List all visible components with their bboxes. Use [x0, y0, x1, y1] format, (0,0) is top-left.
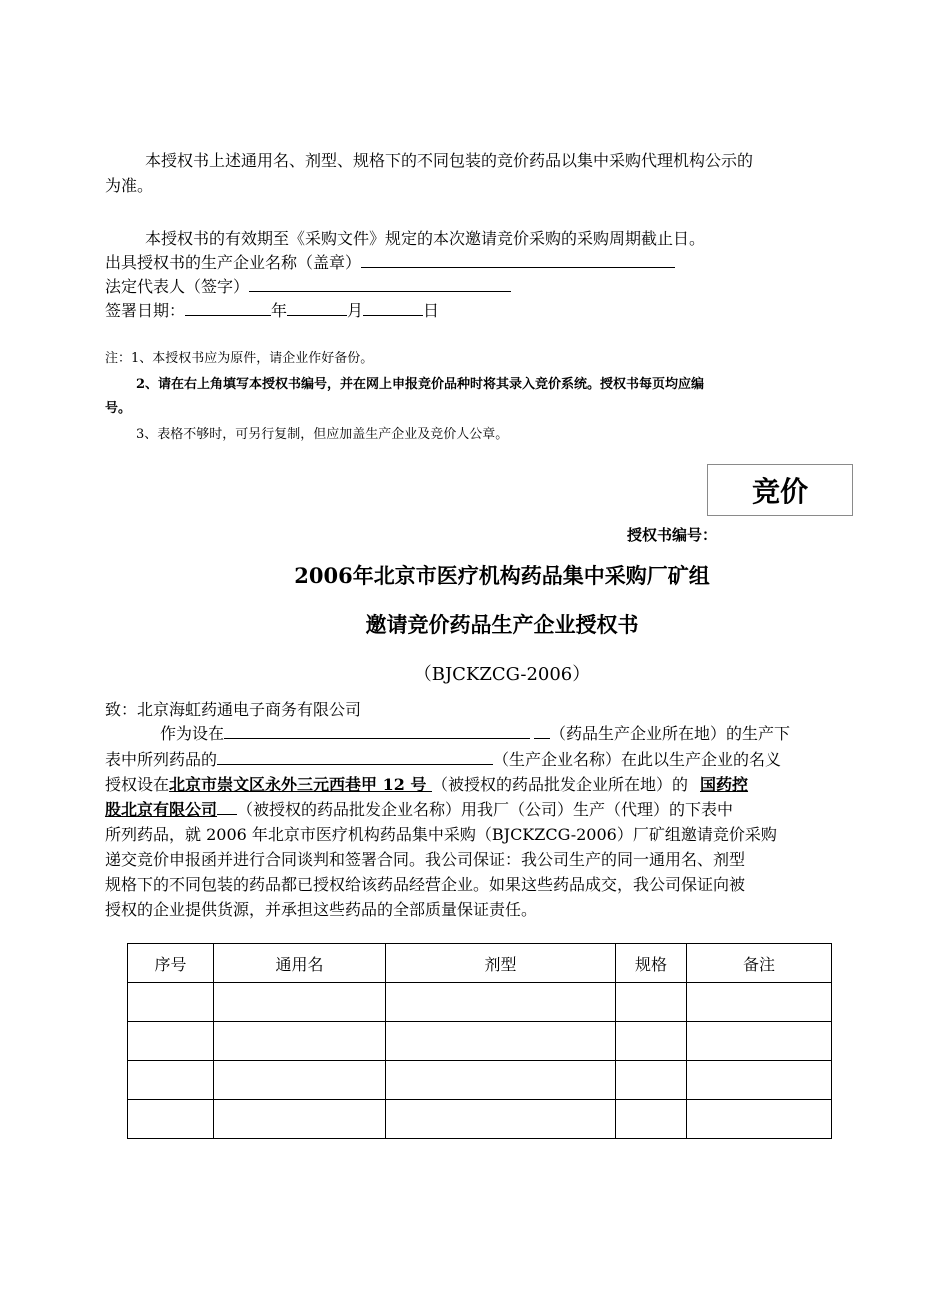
body-line4: 股北京有限公司 （被授权的药品批发企业名称）用我厂（公司）生产（代理）的下表中	[105, 800, 734, 819]
table-cell[interactable]	[687, 983, 832, 1022]
sign-month-field[interactable]	[287, 299, 347, 316]
col-header-remarks: 备注	[687, 944, 832, 983]
table-cell[interactable]	[616, 1100, 687, 1139]
col-header-spec: 规格	[616, 944, 687, 983]
table-header-row	[128, 944, 832, 983]
table-cell[interactable]	[128, 983, 214, 1022]
year-label: 年	[271, 301, 288, 320]
note-1: 注：1、本授权书应为原件，请企业作好备份。	[105, 351, 374, 366]
note-2-cont: 号。	[105, 401, 132, 416]
note-3: 3、表格不够时，可另行复制，但应加盖生产企业及竞价人公章。	[136, 427, 509, 442]
table-cell[interactable]	[214, 1022, 386, 1061]
doc-code: （BJCKZCG-2006）	[413, 664, 591, 685]
table-row	[128, 1022, 832, 1061]
table-row	[128, 983, 832, 1022]
legal-rep-row	[105, 274, 511, 299]
sign-day-field[interactable]	[363, 299, 423, 316]
validity-text-line2: 本授权书的有效期至《采购文件》规定的本次邀请竞价采购的采购周期截止日。	[145, 229, 706, 248]
distributor-name-part2: 股北京有限公司	[105, 800, 218, 819]
table-cell[interactable]	[386, 1100, 616, 1139]
table-cell[interactable]	[616, 1022, 687, 1061]
manufacturer-location-field[interactable]	[224, 722, 530, 739]
legal-rep-field[interactable]	[249, 275, 511, 292]
table-cell[interactable]	[214, 1100, 386, 1139]
body-line2: 表中所列药品的 （生产企业名称）在此以生产企业的名义	[105, 750, 782, 769]
auth-number-label: 授权书编号：	[627, 526, 718, 544]
manufacturer-name-field[interactable]	[217, 748, 493, 765]
table-cell[interactable]	[128, 1100, 214, 1139]
legal-rep-label: 法定代表人（签字）	[105, 277, 250, 296]
table-cell[interactable]	[386, 1022, 616, 1061]
table-cell[interactable]	[616, 983, 687, 1022]
table-cell[interactable]	[386, 1061, 616, 1100]
table-cell[interactable]	[616, 1061, 687, 1100]
company-seal-label: 出具授权书的生产企业名称（盖章）	[105, 253, 362, 272]
sign-date-label: 签署日期：	[105, 301, 186, 320]
validity-text-line1: 本授权书上述通用名、剂型、规格下的不同包装的竞价药品以集中采购代理机构公示的	[145, 151, 754, 170]
body-line8: 授权的企业提供货源，并承担这些药品的全部质量保证责任。	[105, 900, 538, 919]
day-label: 日	[423, 301, 440, 320]
doc-title-line1: 2006年北京市医疗机构药品集中采购厂矿组	[294, 563, 710, 588]
body-line7: 规格下的不同包装的药品都已授权给该药品经营企业。如果这些药品成交，我公司保证向被	[105, 875, 746, 894]
body-line1: 作为设在 （药品生产企业所在地）的生产下	[160, 724, 791, 743]
table-cell[interactable]	[214, 983, 386, 1022]
validity-text-line1-cont: 为准。	[105, 176, 154, 195]
table-cell[interactable]	[128, 1061, 214, 1100]
col-header-dosage-form: 剂型	[386, 944, 616, 983]
table-cell[interactable]	[386, 983, 616, 1022]
sign-year-field[interactable]	[185, 299, 271, 316]
company-seal-row	[105, 250, 675, 275]
table-cell[interactable]	[687, 1061, 832, 1100]
sign-date-row	[105, 298, 439, 323]
body-line6: 递交竞价申报函并进行合同谈判和签署合同。我公司保证：我公司生产的同一通用名、剂型	[105, 850, 746, 869]
table-cell[interactable]	[687, 1100, 832, 1139]
month-label: 月	[347, 301, 364, 320]
body-line5: 所列药品，就 2006 年北京市医疗机构药品集中采购（BJCKZCG-2006）厂矿组邀请竞价采购	[105, 825, 777, 844]
bidding-stamp-box	[707, 464, 853, 516]
table-row	[128, 1061, 832, 1100]
company-seal-field[interactable]	[361, 251, 675, 268]
drug-table	[127, 943, 832, 1139]
distributor-name-part1: 国药控	[700, 775, 749, 794]
table-cell[interactable]	[687, 1022, 832, 1061]
col-header-generic-name: 通用名	[214, 944, 386, 983]
addressee: 致：北京海虹药通电子商务有限公司	[105, 700, 362, 719]
col-header-index: 序号	[128, 944, 214, 983]
doc-title-line2: 邀请竞价药品生产企业授权书	[365, 612, 639, 637]
body-line3: 授权设在北京市崇文区永外三元西巷甲 12 号 （被授权的药品批发企业所在地）的 国药控	[105, 775, 749, 794]
note-2: 2、请在右上角填写本授权书编号，并在网上申报竞价品种时将其录入竞价系统。授权书每页均应编	[136, 377, 705, 392]
bidding-stamp-text: 竞价	[751, 475, 808, 508]
table-cell[interactable]	[214, 1061, 386, 1100]
distributor-address: 北京市崇文区永外三元西巷甲 12 号	[169, 775, 432, 794]
table-cell[interactable]	[128, 1022, 214, 1061]
table-row	[128, 1100, 832, 1139]
